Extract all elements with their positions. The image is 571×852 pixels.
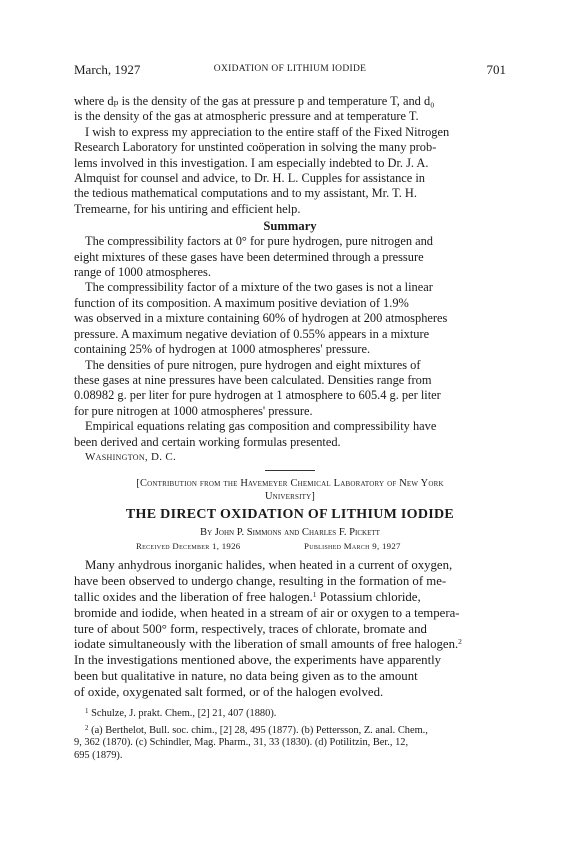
summary-paragraph-2: The compressibility factor of a mixture of the two gases is not a linear function of its composition. A maximum positive deviation of 1.9% was observed in a mixture containing 60% of hydrogen at 200 atmospheres pressure. A maximum negative deviation of 0.55% appears in a mixture containing 25% of hydrogen at 1000 atmospheres' pressure.	[74, 280, 448, 357]
location-signature: Washington, D. C.	[85, 450, 177, 463]
contribution-note: [Contribution from the Havemeyer Chemical Laboratory of New York University]	[136, 477, 444, 502]
footnote-ref-1: 1	[312, 589, 317, 599]
header-date: March, 1927	[74, 62, 141, 77]
page-number: 701	[486, 62, 506, 77]
header-running-title: OXIDATION OF LITHIUM IODIDE	[213, 64, 367, 74]
article-title: THE DIRECT OXIDATION OF LITHIUM IODIDE	[125, 506, 455, 522]
footnote-1: $^1$ Schulze, J. prakt. Chem., [2] 21, 407 (1880).	[85, 707, 277, 720]
article-authors: By John P. Simmons and Charles F. Pickett	[200, 526, 380, 538]
footnote-ref-2: 2	[458, 637, 462, 647]
running-header	[74, 62, 506, 80]
published-date: Published March 9, 1927	[304, 540, 401, 551]
acknowledgment-paragraph: I wish to express my appreciation to the entire staff of the Fixed Nitrogen Research Laboratory for unstinted coöperation in solving the many prob- lems involved in this investigation. I am especially indebted to Dr. J. A. Almquist for counsel and advice, to Dr. H. L. Cupples for assistance in the tedious mathematical computations and to my assistant, Mr. T. H. Tremearne, for his untiring and efficient help.	[74, 124, 450, 216]
footnote-2: $^2$ (a) Berthelot, Bull. soc. chim., [2] 28, 495 (1877). (b) Pettersson, Z. anal. Chem., 9, 362 (1870). (c) Schindler, Mag. Pharm., 31, 33 (1830). (d) Potilitzin, Ber., 12, 695 (1879).	[74, 723, 428, 761]
article-dates	[74, 541, 506, 555]
carryover-paragraph: where dₚ is the density of the gas at pressure p and temperature T, and d₀ is the density of the gas at atmospheric pressure and at temperature T.	[74, 94, 435, 124]
journal-page	[74, 62, 506, 762]
article-intro-paragraph: Many anhydrous inorganic halides, when heated in a current of oxygen, have been observed to undergo change, resulting in the formation of me- tallic oxides and the liberation of free halogen.$^1$ Potassium chloride, bromide and iodide, when heated in a stream of air or oxygen to a tempera- ture of about 500° form, respectively, traces of chlorate, bromate and iodate simultaneously with the liberation of small amounts of free halogen.$^2$ In the investigations mentioned above, the experiments have apparently been but qualitative in nature, no data being given as to the amount of oxide, oxygenated salt formed, or of the halogen evolved.	[74, 557, 462, 700]
summary-paragraph-1: The compressibility factors at 0° for pure hydrogen, pure nitrogen and eight mixtures of these gases have been determined through a pressure range of 1000 atmospheres.	[74, 234, 434, 280]
received-date: Received December 1, 1926	[136, 540, 241, 551]
summary-paragraph-3: The densities of pure nitrogen, pure hydrogen and eight mixtures of these gases at nine pressures have been calculated. Densities range from 0.08982 g. per liter for pure hydrogen at 1 atmosphere to 605.4 g. per liter for pure nitrogen at 1000 atmospheres' pressure.	[74, 357, 441, 418]
section-divider	[265, 470, 315, 471]
summary-paragraph-4: Empirical equations relating gas composition and compressibility have been derived and certain working formulas presented.	[74, 419, 437, 449]
summary-heading: Summary	[263, 219, 317, 234]
